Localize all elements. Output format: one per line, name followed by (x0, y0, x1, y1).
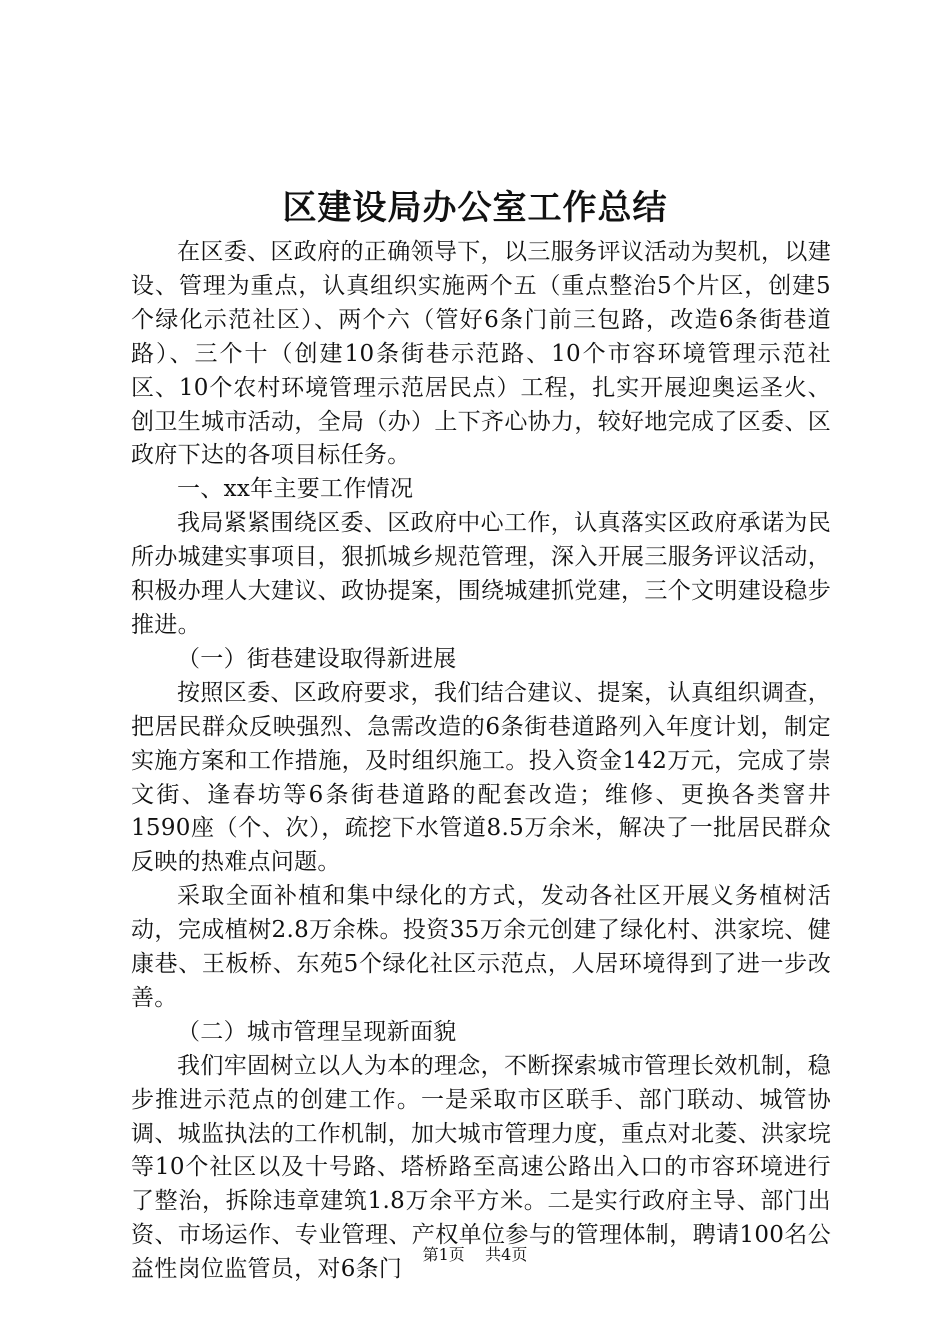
page-total: 共4页 (485, 1245, 528, 1264)
subsection-heading: （二）城市管理呈现新面貌 (177, 1018, 457, 1045)
document-title: 区建设局办公室工作总结 (282, 188, 668, 228)
paragraph: 我们牢固树立以人为本的理念，不断探索城市管理长效机制，稳步推进示范点的创建工作。一是采取市区联手、部门联动、城管协调、城监执法的工作机制，加大城市管理力度，重点对北菱、洪家垸等10个社区以及十号路、塔桥路至高速公路出入口的市容环境进行了整治，拆除违章建筑1.8万余平方米。二是实行政府主导、部门出资、市场运作、专业管理、产权单位参与的管理体制，聘请100名公益性岗位监管员，对6条门 (131, 1052, 831, 1283)
paragraph: 采取全面补植和集中绿化的方式，发动各社区开展义务植树活动，完成植树2.8万余株。投资35万余元创建了绿化村、洪家垸、健康巷、王板桥、东苑5个绿化社区示范点，人居环境得到了进一步改善。 (131, 883, 831, 1011)
subsection-heading: （一）街巷建设取得新进展 (177, 645, 457, 672)
footer-spacer (470, 1245, 480, 1264)
paragraph: 按照区委、区政府要求，我们结合建议、提案，认真组织调查，把居民群众反映强烈、急需改造的6条街巷道路列入年度计划，制定实施方案和工作措施，及时组织施工。投入资金142万元，完成了崇文街、逢春坊等6条街巷道路的配套改造；维修、更换各类窨井1590座（个、次），疏挖下水管道8.5万余米，解决了一批居民群众反映的热难点问题。 (131, 679, 831, 876)
page-footer (0, 1244, 950, 1266)
paragraph: 我局紧紧围绕区委、区政府中心工作，认真落实区政府承诺为民所办城建实事项目，狠抓城乡规范管理，深入开展三服务评议活动，积极办理人大建议、政协提案，围绕城建抓党建，三个文明建设稳步推进。 (131, 510, 831, 638)
paragraph: 在区委、区政府的正确领导下，以三服务评议活动为契机，以建设、管理为重点，认真组织实施两个五（重点整治5个片区，创建5个绿化示范社区）、两个六（管好6条门前三包路，改造6条街巷道路）、三个十（创建10条街巷示范路、10个市容环境管理示范社区、10个农村环境管理示范居民点）工程，扎实开展迎奥运圣火、创卫生城市活动，全局（办）上下齐心协力，较好地完成了区委、区政府下达的各项目标任务。 (131, 239, 831, 469)
section-heading: 一、xx年主要工作情况 (177, 476, 414, 503)
page-number: 第1页 (422, 1245, 465, 1264)
document-body (131, 236, 831, 1287)
